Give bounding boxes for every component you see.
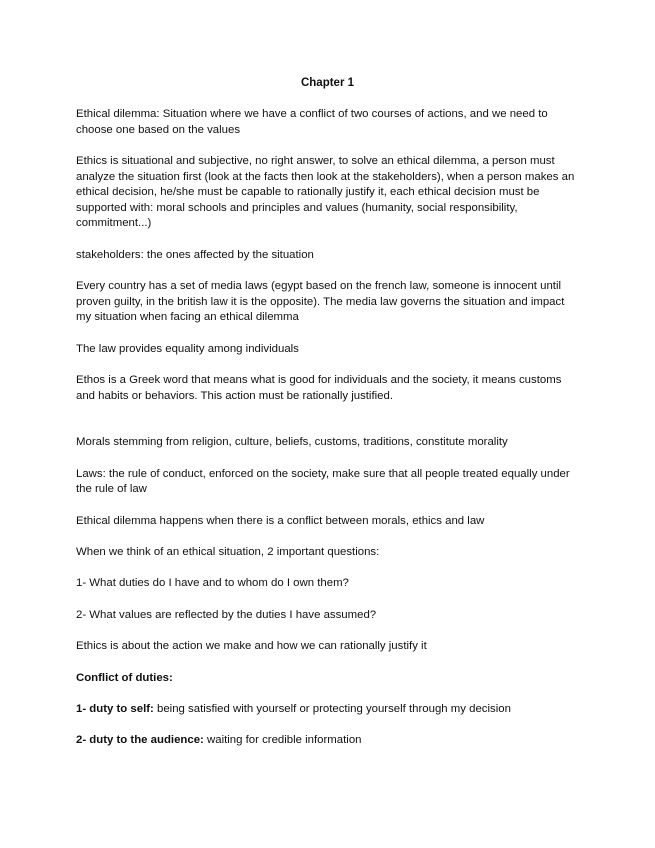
paragraph-ethics-situational: Ethics is situational and subjective, no right answer, to solve an ethical dilemma, a person must analyze the situation first (look at the facts then look at the stakeholders), when a person makes an ethical decision, he/she must be capable to rationally justify it, each ethical decision must be supported with: moral schools and principles and values (humanity, social responsibility, commitment...) xyxy=(76,154,575,230)
paragraph-stakeholders: stakeholders: the ones affected by the situation xyxy=(76,248,314,261)
paragraph-morals: Morals stemming from religion, culture, beliefs, customs, traditions, constitute morality xyxy=(76,436,508,449)
paragraph-dilemma-conflict: Ethical dilemma happens when there is a conflict between morals, ethics and law xyxy=(76,514,485,527)
paragraph-two-questions: When we think of an ethical situation, 2 important questions: xyxy=(76,546,380,559)
conflict-of-duties-heading: Conflict of duties: xyxy=(76,671,173,684)
paragraph-media-laws: Every country has a set of media laws (egypt based on the french law, someone is innocent until proven guilty, in the british law it is the opposite). The media law governs the situation and impact my situation when facing an ethical dilemma xyxy=(76,280,565,324)
paragraph-question-1: 1- What duties do I have and to whom do I own them? xyxy=(76,577,349,590)
document-body xyxy=(76,107,581,765)
paragraph-ethical-dilemma-definition: Ethical dilemma: Situation where we have a conflict of two courses of actions, and we need to choose one based on the values xyxy=(76,108,548,136)
paragraph-law-equality: The law provides equality among individuals xyxy=(76,342,299,355)
paragraph-ethos: Ethos is a Greek word that means what is good for individuals and the society, it means customs and habits or behaviors. This action must be rationally justified. xyxy=(76,374,562,402)
duty-text: waiting for credible information xyxy=(203,734,362,747)
page-title: Chapter 1 xyxy=(300,77,355,89)
duty-label: 1- duty to self: xyxy=(76,703,154,716)
duty-item-audience xyxy=(76,733,581,749)
paragraph-laws: Laws: the rule of conduct, enforced on the society, make sure that all people treated equally under the rule of law xyxy=(76,467,570,496)
duty-label: 2- duty to the audience: xyxy=(76,734,204,747)
paragraph-ethics-action: Ethics is about the action we make and how we can rationally justify it xyxy=(76,640,427,653)
duty-text: being satisfied with yourself or protecting yourself through my decision xyxy=(153,703,511,716)
duty-item-self xyxy=(76,702,581,718)
paragraph-question-2: 2- What values are reflected by the duties I have assumed? xyxy=(76,608,377,621)
